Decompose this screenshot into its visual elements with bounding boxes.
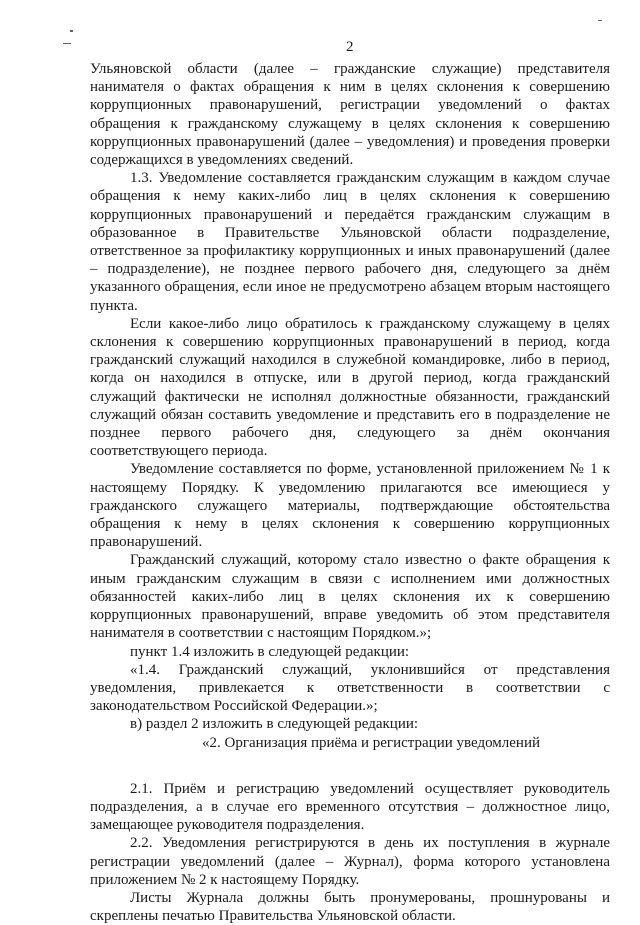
paragraph: в) раздел 2 изложить в следующей редакции: [130,716,419,733]
paragraph: 2.2. Уведомления регистрируются в день их поступления в журнале регистрации уведомлений (далее – Журнал), форма которого установлена приложением № 2 к настоящему Порядку. [90,835,610,888]
scan-mark [598,20,602,21]
paragraph: 1.3. Уведомление составляется гражданским служащим в каждом случае обращения к нему каких-либо лиц в целях склонения к совершению коррупционных правонарушений и передаётся гражданским служащим в образованное в Правительстве Ульяновской области подразделение, ответственное за профилактику коррупционных и иных правонарушений (далее – подразделение), не позднее первого рабочего дня, следующего за днём указанного обращения, если иное не предусмотрено абзацем вторым настоящего пункта. [90,170,610,314]
paragraph: «1.4. Гражданский служащий, уклонившийся от представления уведомления, привлекается к ответственности в соответствии с законодательством Российской Федерации.»; [90,661,610,715]
paragraph: пункт 1.4 изложить в следующей редакции: [130,643,410,660]
paragraph: Ульяновской области (далее – гражданские служащие) представителя нанимателя о фактах обращения к ним в целях склонения к совершению коррупционных правонарушений, регистрации уведомлений о фактах обращения к гражданскому служащему в целях склонения к совершению коррупционных правонарушений (далее – уведомления) и проведения проверки содержащихся в уведомлениях сведений. [90,61,610,169]
document-body [90,60,610,925]
section-heading: «2. Организация приёма и регистрации уведомлений [202,734,541,751]
page-number: 2 [346,39,354,55]
paragraph: Гражданский служащий, которому стало известно о факте обращения к иным гражданским служащим в связи с исполнением ими должностных обязанностей каких-либо лиц в целях склонения их к совершению коррупционных правонарушений, вправе уведомить об этом представителя нанимателя в соответствии с настоящим Порядком.»; [90,552,610,642]
scan-mark [63,43,71,44]
paragraph: Если какое-либо лицо обратилось к гражданскому служащему в целях склонения к совершению коррупционных правонарушений в период, когда гражданский служащий находился в служебной командировке, либо в период, когда он находился в отпуске, или в другой период, когда гражданский служащий фактически не исполнял должностные обязанности, гражданский служащий обязан составить уведомление и представить его в подразделение не позднее первого рабочего дня, следующего за днём окончания соответствующего периода. [90,315,610,460]
paragraph: Уведомление составляется по форме, установленной приложением № 1 к настоящему Порядку. К уведомлению прилагаются все имеющиеся у гражданского служащего материалы, подтверждающие обстоятельства обращения к нему в целях склонения к совершению коррупционных правонарушений. [90,461,610,551]
scan-mark [70,30,73,32]
paragraph: Листы Журнала должны быть пронумерованы, прошнурованы и скреплены печатью Правительства Ульяновской области. [90,889,610,925]
paragraph: 2.1. Приём и регистрацию уведомлений осуществляет руководитель подразделения, а в случае его временного отсутствия – должностное лицо, замещающее руководителя подразделения. [90,780,610,834]
